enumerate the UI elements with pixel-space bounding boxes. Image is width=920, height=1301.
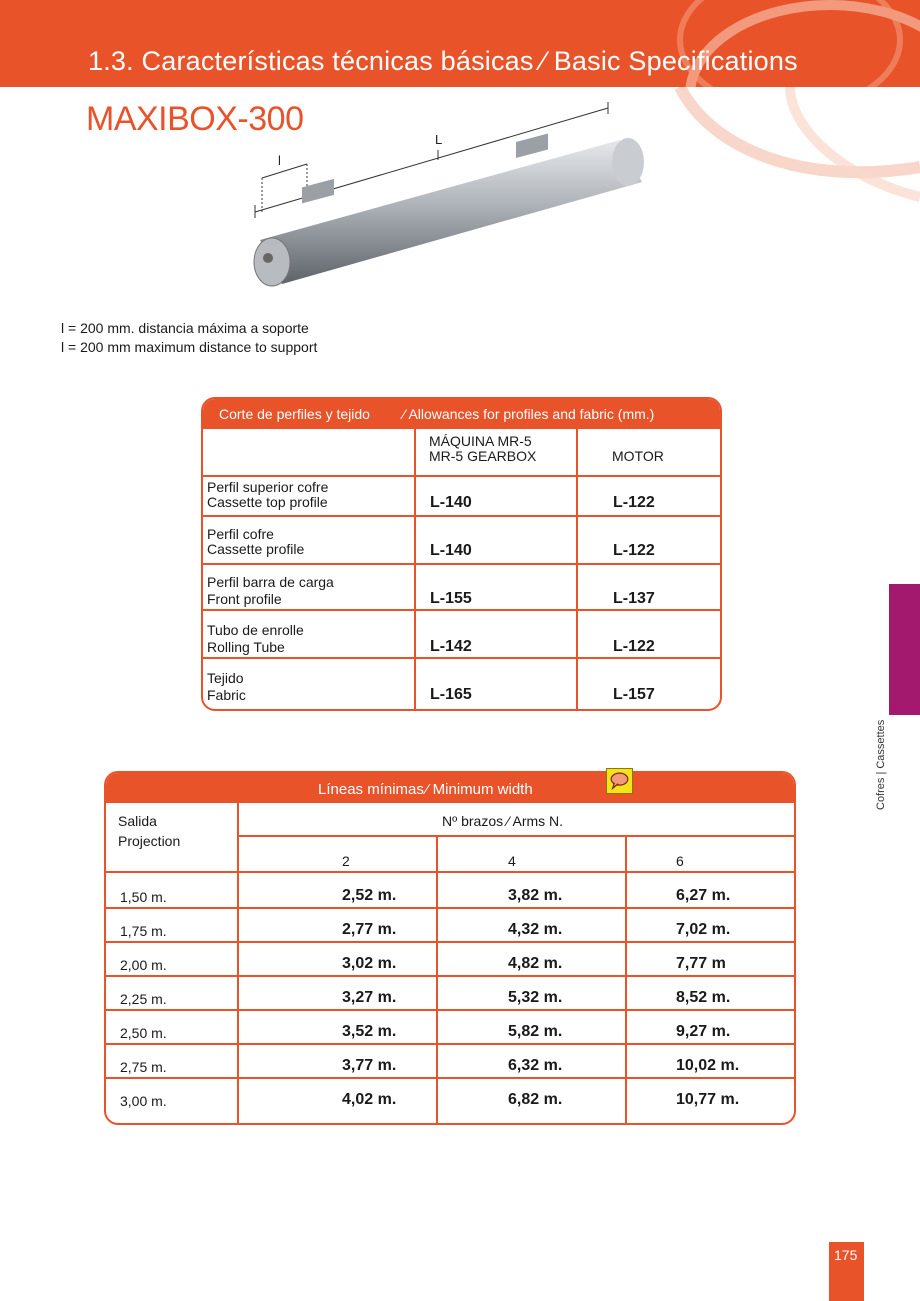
col-header-motor: MOTOR	[612, 448, 664, 464]
gearbox-value: L-155	[430, 590, 472, 607]
minimum-width-value: 10,77 m.	[676, 1091, 740, 1108]
row-label-en: Cassette top profile	[207, 494, 328, 510]
row-divider	[203, 515, 720, 517]
cassette-illustration	[240, 100, 660, 300]
row-divider	[203, 609, 720, 611]
arms-count: 6	[676, 853, 684, 869]
minimum-width-value: 6,27 m.	[676, 887, 731, 904]
column-divider	[625, 837, 627, 1125]
allowances-table	[201, 397, 722, 711]
motor-value: L-157	[613, 686, 655, 703]
gearbox-value: L-142	[430, 638, 472, 655]
projection-value: 1,75 m.	[120, 923, 167, 939]
motor-value: L-122	[613, 494, 655, 511]
row-divider	[237, 835, 796, 837]
motor-value: L-137	[613, 590, 655, 607]
minimum-width-value: 4,02 m.	[342, 1091, 397, 1108]
row-divider	[106, 1009, 794, 1011]
projection-value: 3,00 m.	[120, 1093, 167, 1109]
minimum-width-value: 4,32 m.	[508, 921, 563, 938]
minimum-width-title-en: ⁄ Minimum width	[426, 781, 533, 798]
row-label-es: Perfil cofre	[207, 526, 274, 542]
row-label-en: Rolling Tube	[207, 639, 285, 655]
row-divider	[106, 871, 794, 873]
dimension-L-label: L	[435, 132, 443, 147]
row-label-en: Front profile	[207, 591, 282, 607]
chapter-side-label: Cofres | Cassettes	[875, 719, 887, 810]
minimum-width-value: 3,27 m.	[342, 989, 397, 1006]
arms-label: Nº brazos ⁄ Arms N.	[442, 813, 564, 829]
gearbox-value: L-140	[430, 542, 472, 559]
minimum-width-value: 7,02 m.	[676, 921, 731, 938]
motor-value: L-122	[613, 638, 655, 655]
arms-count: 2	[342, 853, 350, 869]
minimum-width-value: 9,27 m.	[676, 1023, 731, 1040]
note-es: l = 200 mm. distancia máxima a soporte	[61, 320, 309, 336]
row-label-en: Cassette profile	[207, 541, 305, 557]
minimum-width-value: 2,52 m.	[342, 887, 397, 904]
row-divider	[106, 941, 794, 943]
minimum-width-table-header	[106, 773, 794, 803]
projection-value: 2,75 m.	[120, 1059, 167, 1075]
note-en: l = 200 mm maximum distance to support	[61, 339, 318, 355]
dimension-l-label: l	[278, 153, 281, 168]
header-bar	[0, 0, 920, 87]
projection-value: 2,00 m.	[120, 957, 167, 973]
allowances-title-en: ⁄ Allowances for profiles and fabric (mm.)	[403, 406, 655, 422]
row-label-en: Fabric	[207, 687, 246, 703]
row-divider	[106, 975, 794, 977]
motor-value: L-122	[613, 542, 655, 559]
column-divider	[414, 429, 416, 711]
minimum-width-value: 6,82 m.	[508, 1091, 563, 1108]
row-divider	[203, 563, 720, 565]
minimum-width-value: 2,77 m.	[342, 921, 397, 938]
row-divider	[106, 1077, 794, 1079]
row-divider	[203, 475, 720, 477]
page-number: 175	[834, 1247, 858, 1263]
minimum-width-value: 3,02 m.	[342, 955, 397, 972]
minimum-width-value: 3,82 m.	[508, 887, 563, 904]
header-decoration-lower	[640, 87, 920, 207]
minimum-width-value: 3,52 m.	[342, 1023, 397, 1040]
col-header-gearbox-en: MR-5 GEARBOX	[429, 448, 537, 464]
projection-label-en: Projection	[118, 833, 181, 849]
arms-count: 4	[508, 853, 516, 869]
minimum-width-value: 6,32 m.	[508, 1057, 563, 1074]
gearbox-value: L-165	[430, 686, 472, 703]
allowances-title-es: Corte de perfiles y tejido	[219, 406, 370, 422]
minimum-width-table	[104, 771, 796, 1125]
projection-value: 2,50 m.	[120, 1025, 167, 1041]
row-divider	[106, 907, 794, 909]
chapter-side-tab	[889, 584, 920, 715]
column-divider	[576, 429, 578, 711]
minimum-width-value: 8,52 m.	[676, 989, 731, 1006]
projection-value: 2,25 m.	[120, 991, 167, 1007]
row-divider	[203, 657, 720, 659]
projection-label-es: Salida	[118, 813, 157, 829]
row-label-es: Perfil barra de carga	[207, 574, 334, 590]
minimum-width-value: 4,82 m.	[508, 955, 563, 972]
minimum-width-value: 10,02 m.	[676, 1057, 740, 1074]
row-label-es: Tejido	[207, 670, 244, 686]
minimum-width-value: 3,77 m.	[342, 1057, 397, 1074]
product-title: MAXIBOX-300	[86, 100, 304, 138]
minimum-width-value: 7,77 m	[676, 955, 726, 972]
minimum-width-value: 5,82 m.	[508, 1023, 563, 1040]
allowances-table-header	[203, 399, 720, 429]
row-label-es: Tubo de enrolle	[207, 622, 304, 638]
col-header-gearbox-es: MÁQUINA MR-5	[429, 433, 532, 449]
row-divider	[106, 1043, 794, 1045]
minimum-width-title-es: Líneas mínimas	[318, 781, 424, 798]
row-label-es: Perfil superior cofre	[207, 479, 329, 495]
comment-note-icon[interactable]	[606, 768, 633, 794]
column-divider	[436, 837, 438, 1125]
projection-value: 1,50 m.	[120, 889, 167, 905]
minimum-width-value: 5,32 m.	[508, 989, 563, 1006]
page-section-title: 1.3. Características técnicas básicas ⁄ Basic Specifications	[88, 46, 798, 76]
gearbox-value: L-140	[430, 494, 472, 511]
